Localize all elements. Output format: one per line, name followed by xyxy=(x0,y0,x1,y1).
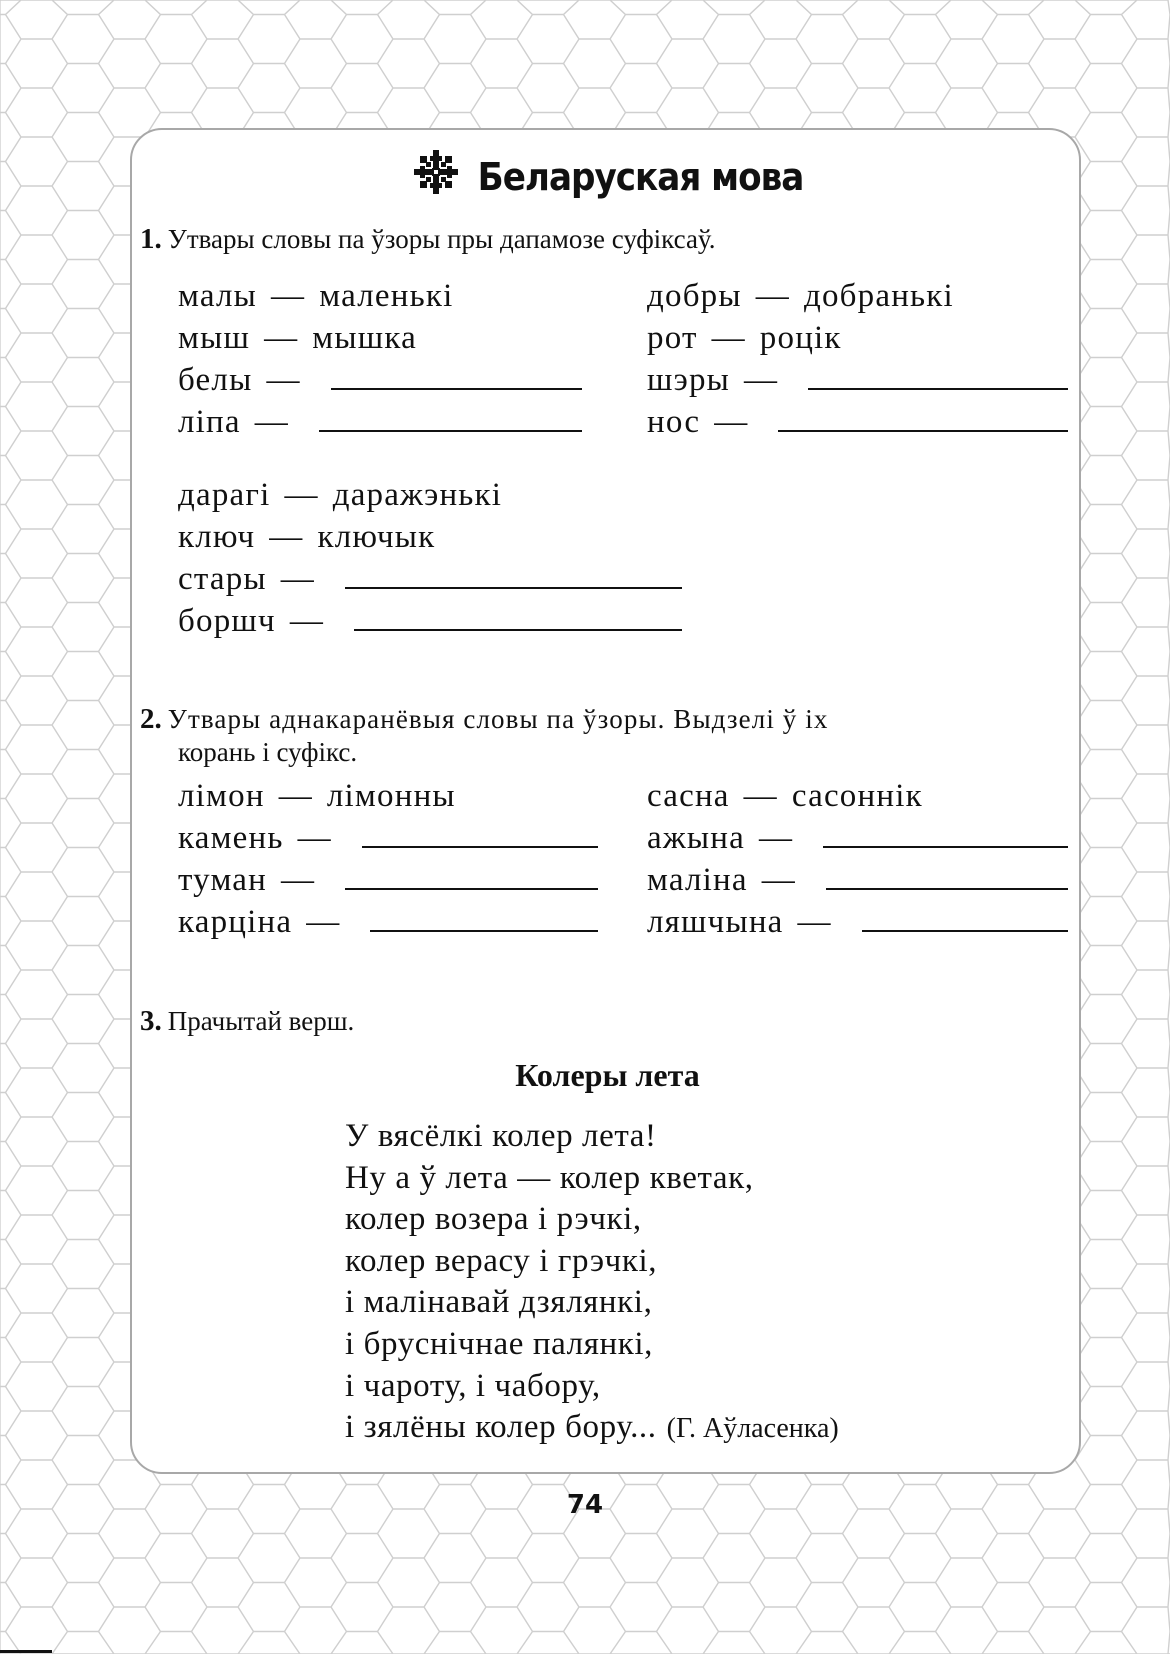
source-word: малы xyxy=(178,278,258,314)
source-word: добры xyxy=(647,278,742,314)
source-word: рот xyxy=(647,320,698,356)
dash: — xyxy=(281,862,316,898)
answer-blank-line[interactable] xyxy=(862,929,1068,932)
word-pair-row xyxy=(178,603,682,640)
poem-line-text: колер верасу і грэчкі, xyxy=(345,1242,658,1279)
belarusian-ornament-icon xyxy=(412,148,460,205)
dash: — xyxy=(269,519,304,555)
dash: — xyxy=(254,404,289,440)
word-pair-row xyxy=(178,477,502,514)
word-pair-row xyxy=(178,862,598,899)
page-number: 74 xyxy=(566,1490,604,1520)
word-pair-row xyxy=(647,320,842,357)
task-number: 2. xyxy=(140,703,162,735)
poem-line xyxy=(345,1326,653,1363)
corner-mark xyxy=(0,1650,52,1653)
answer-blank-line[interactable] xyxy=(331,387,582,390)
source-word: ажына xyxy=(647,820,745,856)
dash: — xyxy=(297,820,332,856)
source-word: сасна xyxy=(647,778,730,814)
task-text: Утвары словы па ўзоры пры дапамозе суфіксаў. xyxy=(167,224,716,254)
poem-author: (Г. Аўласенка) xyxy=(666,1413,839,1445)
answer-blank-line[interactable] xyxy=(354,628,682,631)
source-word: лімон xyxy=(178,778,265,814)
word-pair-row xyxy=(178,404,582,441)
page-title xyxy=(132,148,1083,205)
dash: — xyxy=(755,278,790,314)
task-2-instruction xyxy=(140,703,828,736)
source-word: ліпа xyxy=(178,404,241,440)
task-3-instruction xyxy=(140,1005,354,1038)
word-pair-row xyxy=(178,320,417,357)
dash: — xyxy=(280,561,315,597)
source-word: нос xyxy=(647,404,701,440)
dash: — xyxy=(271,278,306,314)
answer-blank-line[interactable] xyxy=(778,429,1068,432)
source-word: мыш xyxy=(178,320,251,356)
dash: — xyxy=(284,477,319,513)
word-pair-row xyxy=(647,904,1068,941)
source-word: стары xyxy=(178,561,267,597)
content-card xyxy=(130,128,1081,1474)
source-word: дарагі xyxy=(178,477,271,513)
poem-line xyxy=(345,1409,839,1446)
source-word: камень xyxy=(178,820,284,856)
poem-line-text: У вясёлкі колер лета! xyxy=(345,1118,657,1154)
dash: — xyxy=(761,862,796,898)
word-pair-row xyxy=(178,904,598,941)
source-word: карціна xyxy=(178,904,293,940)
word-pair-row xyxy=(647,362,1068,399)
dash: — xyxy=(266,362,301,398)
poem-title: Колеры лета xyxy=(515,1057,700,1093)
word-pair-row xyxy=(178,820,598,857)
dash: — xyxy=(711,320,746,356)
word-pair-row xyxy=(178,561,682,598)
poem-line xyxy=(345,1201,642,1238)
poem-line xyxy=(345,1284,652,1321)
answer-blank-line[interactable] xyxy=(362,845,598,848)
answer-blank-line[interactable] xyxy=(345,586,682,589)
word-pair-row xyxy=(178,278,453,315)
word-pair-row xyxy=(647,862,1068,899)
derived-word: маленькі xyxy=(319,278,454,314)
source-word: ляшчына xyxy=(647,904,784,940)
answer-blank-line[interactable] xyxy=(319,429,582,432)
task-number: 1. xyxy=(140,223,162,255)
source-word: боршч xyxy=(178,603,276,639)
answer-blank-line[interactable] xyxy=(826,887,1068,890)
source-word: белы xyxy=(178,362,253,398)
source-word: ключ xyxy=(178,519,256,555)
dash: — xyxy=(264,320,299,356)
word-pair-row xyxy=(178,519,435,556)
answer-blank-line[interactable] xyxy=(370,929,598,932)
derived-word: ключык xyxy=(317,519,436,555)
word-pair-row xyxy=(647,820,1068,857)
answer-blank-line[interactable] xyxy=(808,387,1068,390)
dash: — xyxy=(743,778,778,814)
word-pair-row xyxy=(647,278,954,315)
poem-line-text: Ну а ў лета — колер кветак, xyxy=(345,1159,754,1196)
dash: — xyxy=(306,904,341,940)
task-number: 3. xyxy=(140,1005,162,1037)
word-pair-row xyxy=(647,404,1068,441)
derived-word: роцік xyxy=(759,320,842,356)
poem-line xyxy=(345,1243,657,1280)
source-word: шэры xyxy=(647,362,731,398)
word-pair-row xyxy=(647,778,923,815)
poem-line-text: і малінавай дзялянкі, xyxy=(345,1284,653,1321)
dash: — xyxy=(278,778,313,814)
poem-line xyxy=(345,1118,657,1155)
derived-word: добранькі xyxy=(803,278,954,314)
dash: — xyxy=(714,404,749,440)
source-word: маліна xyxy=(647,862,748,898)
dash: — xyxy=(758,820,794,856)
task-1-instruction xyxy=(140,223,715,256)
dash: — xyxy=(797,904,832,940)
word-pair-row xyxy=(178,362,582,399)
poem-line-text: і зялёны колер бору... xyxy=(345,1409,657,1446)
derived-word: лімонны xyxy=(326,778,456,814)
task-text: Утвары аднакаранёвыя словы па ўзоры. Выдзелі ў іх xyxy=(167,704,829,734)
answer-blank-line[interactable] xyxy=(823,845,1068,848)
poem-line xyxy=(345,1160,754,1197)
word-pair-row xyxy=(178,778,456,815)
dash: — xyxy=(744,362,779,398)
derived-word: мышка xyxy=(312,320,417,356)
poem-line xyxy=(345,1368,601,1405)
poem-line-text: і чароту, і чабору, xyxy=(345,1367,601,1404)
poem-line-text: колер возера і рэчкі, xyxy=(345,1201,642,1238)
dash: — xyxy=(289,603,325,639)
task-2-instruction-line-2: корань і суфікс. xyxy=(178,737,358,767)
task-text: Прачытай верш. xyxy=(167,1006,355,1036)
derived-word: сасоннік xyxy=(791,778,923,814)
source-word: туман xyxy=(178,862,268,898)
page-title-text: Беларуская мова xyxy=(477,154,804,199)
poem-line-text: і бруснічнае палянкі, xyxy=(345,1326,654,1362)
answer-blank-line[interactable] xyxy=(345,887,598,890)
derived-word: даражэнькі xyxy=(332,477,503,513)
